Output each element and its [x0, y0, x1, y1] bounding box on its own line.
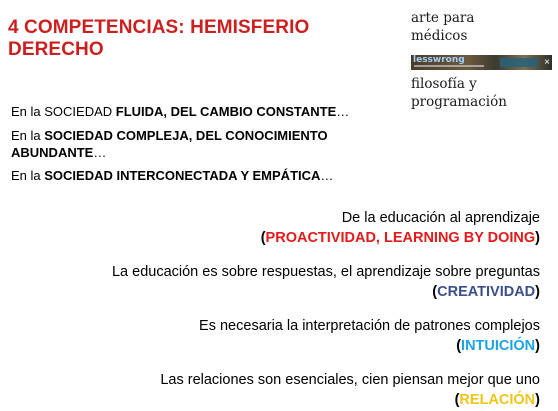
- competency-statement: Las relaciones son esenciales, cien piensan mejor que uno: [160, 372, 540, 388]
- slide-title: [8, 17, 368, 61]
- competency-keyword: PROACTIVIDAD, LEARNING BY DOING: [265, 230, 536, 246]
- note-line: arte para: [411, 10, 475, 26]
- paren-close: ): [535, 230, 540, 246]
- lesswrong-logo: lesswrong: [413, 55, 465, 65]
- society-prefix: En la: [11, 168, 45, 183]
- society-bold: SOCIEDAD INTERCONECTADA Y EMPÁTICA: [44, 168, 321, 183]
- competency-keyword: INTUICIÓN: [461, 338, 536, 354]
- society-prefix: En la SOCIEDAD: [11, 104, 116, 119]
- paren-close: ): [535, 392, 540, 408]
- paren-open: (: [454, 392, 460, 408]
- banner-tagline-bar: [414, 65, 484, 67]
- paren-close: ): [535, 338, 540, 354]
- paren-open: (: [432, 284, 438, 300]
- note-line: filosofía y: [411, 76, 477, 92]
- competency-statement: Es necesaria la interpretación de patrones complejos: [199, 318, 540, 334]
- title-line-2: DERECHO: [8, 39, 104, 60]
- banner-image: [500, 58, 538, 67]
- society-line-fluida: [11, 103, 371, 120]
- society-bold: FLUIDA, DEL CAMBIO CONSTANTE: [115, 104, 337, 119]
- competency-intuicion: [40, 316, 540, 356]
- society-line-compleja: [11, 127, 371, 144]
- competency-proactividad: [40, 208, 540, 248]
- competency-statement: De la educación al aprendizaje: [341, 210, 540, 226]
- paren-open: (: [260, 230, 266, 246]
- society-bold: SOCIEDAD COMPLEJA, DEL CONOCIMIENTO: [44, 128, 328, 143]
- competency-creatividad: [40, 262, 540, 302]
- title-line-1: 4 COMPETENCIAS: HEMISFERIO: [8, 17, 310, 38]
- note-line: médicos: [411, 28, 468, 44]
- competency-keyword: RELACIÓN: [459, 392, 536, 408]
- society-suffix: …: [336, 104, 350, 119]
- competency-relacion: [40, 370, 540, 410]
- competency-keyword: CREATIVIDAD: [437, 284, 536, 300]
- competency-statement: La educación es sobre respuestas, el aprendizaje sobre preguntas: [111, 264, 540, 280]
- society-suffix: …: [93, 145, 107, 160]
- note-filosofia-programacion[interactable]: [411, 75, 556, 111]
- note-arte-para-medicos[interactable]: [411, 9, 556, 45]
- note-line: programación: [411, 94, 507, 110]
- paren-open: (: [456, 338, 462, 354]
- society-line-interconectada: [11, 167, 371, 184]
- close-icon[interactable]: ×: [544, 57, 550, 68]
- society-suffix: …: [320, 168, 334, 183]
- society-prefix: En la: [11, 128, 45, 143]
- lesswrong-banner[interactable]: [411, 55, 552, 70]
- paren-close: ): [535, 284, 540, 300]
- society-bold: ABUNDANTE: [11, 145, 94, 160]
- society-line-compleja-cont: [11, 144, 371, 161]
